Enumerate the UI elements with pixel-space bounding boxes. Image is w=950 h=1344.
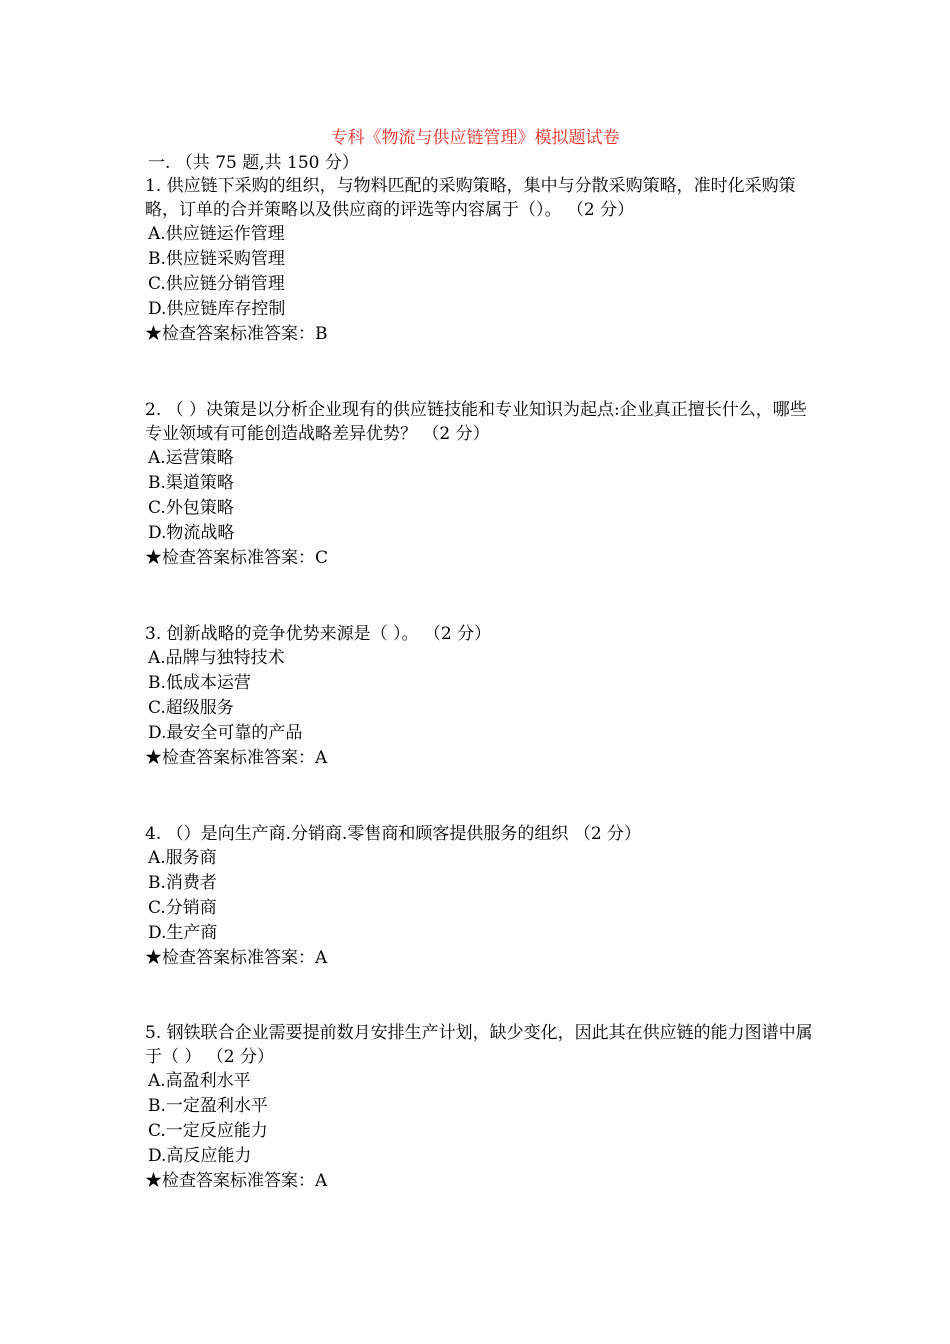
option-b: B.低成本运营: [148, 673, 251, 693]
answer-line: ★检查答案标准答案：B: [145, 324, 328, 344]
option-c: C.超级服务: [148, 698, 234, 718]
question-item: [145, 174, 815, 347]
answer-line: ★检查答案标准答案：A: [145, 1171, 328, 1191]
question-text: 4. （）是向生产商.分销商.零售商和顾客提供服务的组织 （2 分）: [145, 824, 642, 844]
answer-line: ★检查答案标准答案：A: [145, 948, 328, 968]
question-item: [145, 622, 815, 771]
option-d: D.供应链库存控制: [148, 299, 286, 319]
question-text: 3. 创新战略的竞争优势来源是（ ）。 （2 分）: [145, 624, 492, 644]
question-item: [145, 1021, 815, 1194]
answer-line: ★检查答案标准答案：A: [145, 748, 328, 768]
answer-line: ★检查答案标准答案：C: [145, 548, 329, 568]
option-b: B.供应链采购管理: [148, 249, 285, 269]
option-a: A.运营策略: [148, 448, 234, 468]
option-d: D.生产商: [148, 923, 218, 943]
question-text: 2. （ ）决策是以分析企业现有的供应链技能和专业知识为起点:企业真正擅长什么，哪些专业领域有可能创造战略差异优势？ （2 分）: [145, 400, 807, 444]
option-b: B.消费者: [148, 873, 217, 893]
option-a: A.服务商: [148, 848, 217, 868]
question-item: [145, 822, 815, 971]
option-a: A.高盈利水平: [148, 1071, 251, 1091]
option-d: D.高反应能力: [148, 1146, 252, 1166]
option-d: D.物流战略: [148, 523, 235, 543]
option-b: B.渠道策略: [148, 473, 234, 493]
question-text: 1. 供应链下采购的组织，与物料匹配的采购策略，集中与分散采购策略，准时化采购策略，订单的合并策略以及供应商的评选等内容属于（）。 （2 分）: [145, 176, 796, 220]
option-a: A.品牌与独特技术: [148, 648, 285, 668]
section-header: 一. （共 75 题,共 150 分）: [148, 153, 359, 173]
option-c: C.分销商: [148, 898, 217, 918]
option-c: C.外包策略: [148, 498, 234, 518]
option-d: D.最安全可靠的产品: [148, 723, 303, 743]
option-a: A.供应链运作管理: [148, 224, 285, 244]
option-c: C.一定反应能力: [148, 1121, 268, 1141]
question-item: [145, 398, 815, 571]
option-b: B.一定盈利水平: [148, 1096, 268, 1116]
page-title: 专科《物流与供应链管理》模拟题试卷: [330, 128, 620, 148]
option-c: C.供应链分销管理: [148, 274, 285, 294]
question-text: 5. 钢铁联合企业需要提前数月安排生产计划，缺少变化，因此其在供应链的能力图谱中属于（ ） （2 分）: [145, 1023, 813, 1067]
